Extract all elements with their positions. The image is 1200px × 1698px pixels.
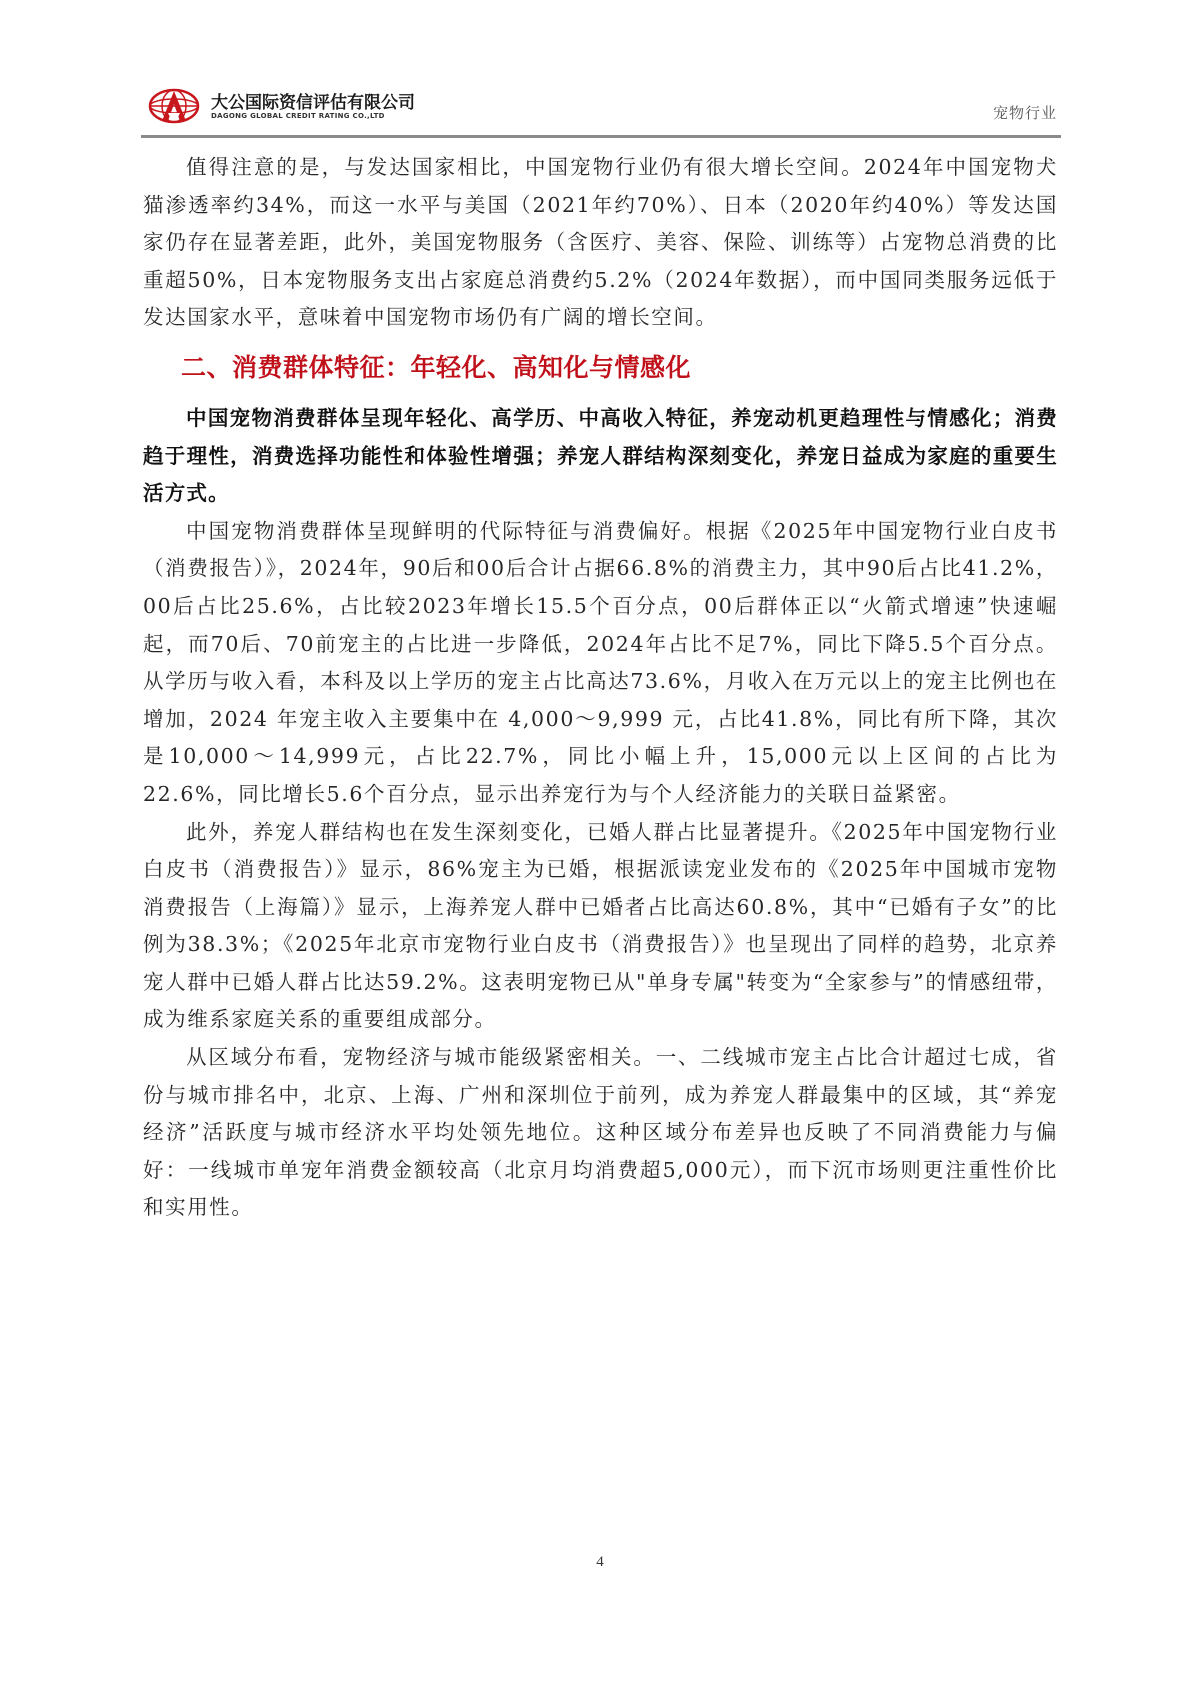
paragraph-regional-distribution: 从区域分布看，宠物经济与城市能级紧密相关。一、二线城市宠主占比合计超过七成，省份与城市排名中，北京、上海、广州和深圳位于前列，成为养宠人群最集中的区域，其“养宠经济”活跃度与城市经济水平均处领先地位。这种区域分布差异也反映了不同消费能力与偏好：一线城市单宠年消费金额较高（北京月均消费超5,000元），而下沉市场则更注重性价比和实用性。 bbox=[143, 1045, 1058, 1220]
paragraph-growth-space: 值得注意的是，与发达国家相比，中国宠物行业仍有很大增长空间。2024年中国宠物犬猫渗透率约34%，而这一水平与美国（2021年约70%）、日本（2020年约40%）等发达国家仍存在显著差距，此外，美国宠物服务（含医疗、美容、保险、训练等）占宠物总消费的比重超50%，日本宠物服务支出占家庭总消费约5.2%（2024年数据），而中国同类服务远低于发达国家水平，意味着中国宠物市场仍有广阔的增长空间。 bbox=[143, 155, 1058, 330]
header-divider bbox=[141, 135, 1061, 138]
company-name-cn: 大公国际资信评估有限公司 bbox=[211, 93, 415, 113]
paragraph-household-structure: 此外，养宠人群结构也在发生深刻变化，已婚人群占比显著提升。《2025年中国宠物行业白皮书（消费报告）》显示，86%宠主为已婚，根据派读宠业发布的《2025年中国城市宠物消费报告（上海篇）》显示，上海养宠人群中已婚者占比高达60.8%，其中“已婚有子女”的比例为38.3%；《2025年北京市宠物行业白皮书（消费报告）》也呈现出了同样的趋势，北京养宠人群中已婚人群占比达59.2%。这表明宠物已从"单身专属"转变为“全家参与”的情感纽带，成为维系家庭关系的重要组成部分。 bbox=[143, 819, 1058, 1032]
company-name-en: DAGONG GLOBAL CREDIT RATING CO.,LTD bbox=[211, 112, 385, 120]
document-body bbox=[143, 149, 1058, 1227]
section-heading: 二、消费群体特征：年轻化、高知化与情感化 bbox=[181, 352, 692, 382]
header-section-label: 宠物行业 bbox=[992, 104, 1057, 122]
paragraph-generational-traits: 中国宠物消费群体呈现鲜明的代际特征与消费偏好。根据《2025年中国宠物行业白皮书（消费报告）》，2024年，90后和00后合计占据66.8%的消费主力，其中90后占比41.2%，00后占比25.6%，占比较2023年增长15.5个百分点，00后群体正以“火箭式增速”快速崛起，而70后、70前宠主的占比进一步降低，2024年占比不足7%，同比下降5.5个百分点。从学历与收入看，本科及以上学历的宠主占比高达73.6%，月收入在万元以上的宠主比例也在增加，2024 年宠主收入主要集中在 4,000～9,999 元，占比41.8%，同比有所下降，其次是10,000～14,999元，占比22.7%，同比小幅上升，15,000元以上区间的占比为22.6%，同比增长5.6个百分点，显示出养宠行为与个人经济能力的关联日益紧密。 bbox=[143, 518, 1058, 806]
page-number: 4 bbox=[596, 1554, 604, 1570]
dagong-logo-icon bbox=[148, 88, 200, 124]
page-header bbox=[141, 82, 1061, 138]
section-summary: 中国宠物消费群体呈现年轻化、高学历、中高收入特征，养宠动机更趋理性与情感化；消费趋于理性，消费选择功能性和体验性增强；养宠人群结构深刻变化，养宠日益成为家庭的重要生活方式。 bbox=[143, 405, 1058, 506]
